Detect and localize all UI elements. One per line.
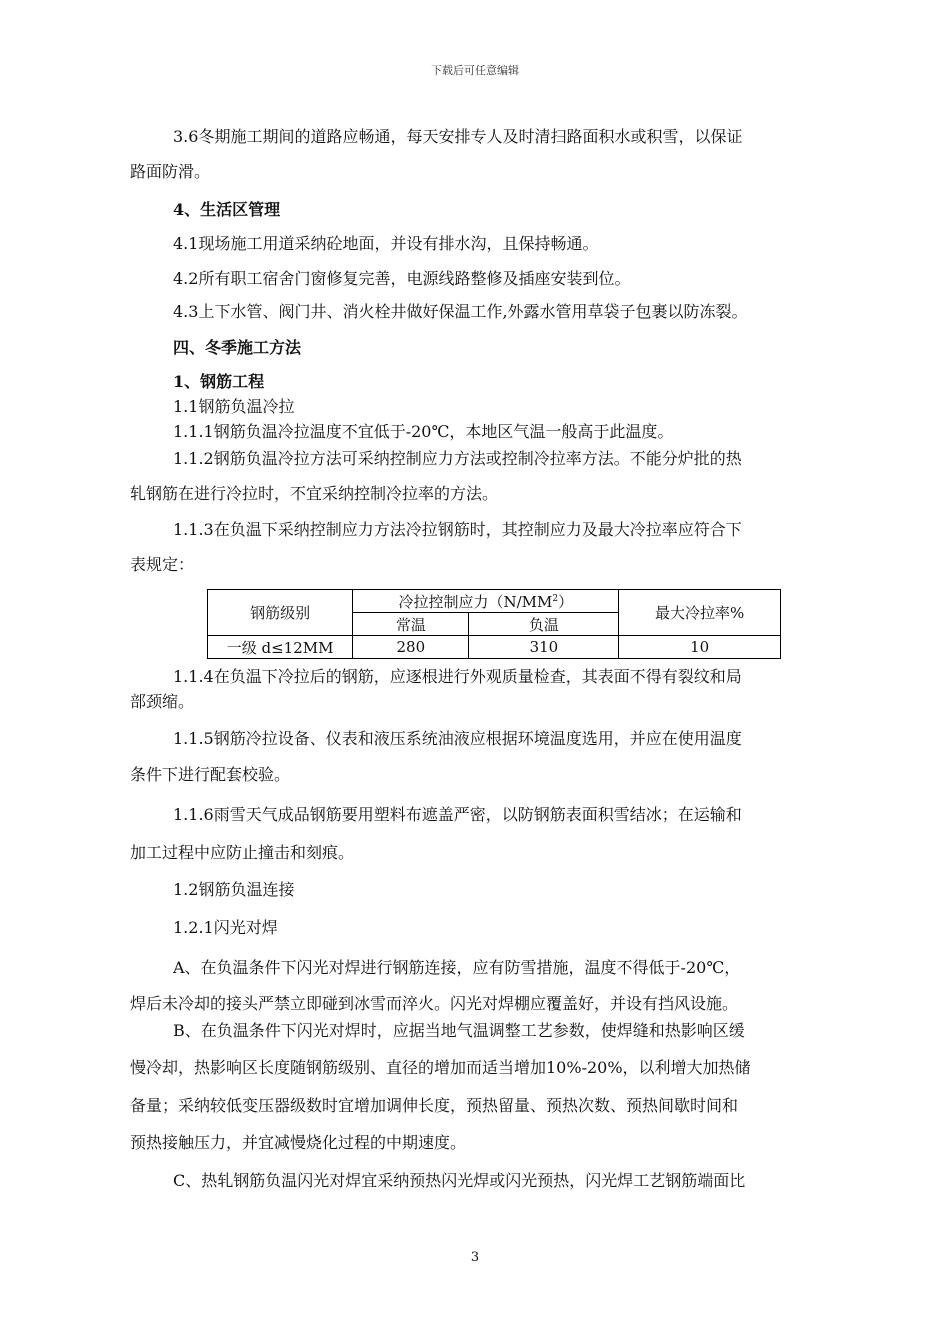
paragraph-4-2: 4.2所有职工宿舍门窗修复完善，电源线路整修及插座安装到位。	[173, 269, 631, 288]
paragraph-b-line4: 预热接触压力，并宜减慢烧化过程的中期速度。	[130, 1133, 467, 1152]
paragraph-4-3: 4.3上下水管、阀门井、消火栓井做好保温工作,外露水管用草袋子包裹以防冻裂。	[173, 302, 748, 321]
paragraph-1-1-1: 1.1.1钢筋负温冷拉温度不宜低于-20℃，本地区气温一般高于此温度。	[173, 422, 674, 441]
cell-max: 10	[619, 636, 781, 659]
cold-drawing-spec-table	[207, 589, 781, 659]
paragraph-1-1: 1.1钢筋负温冷拉	[173, 397, 295, 416]
page-header: 下载后可任意编辑	[431, 64, 519, 77]
header-negative-temp: 负温	[469, 613, 619, 636]
paragraph-c: C、热轧钢筋负温闪光对焊宜采纳预热闪光焊或闪光预热，闪光焊工艺钢筋端面比	[173, 1171, 746, 1190]
cell-grade: 一级 d≤12MM	[208, 636, 353, 659]
paragraph-1-1-2-cont: 轧钢筋在进行冷拉时，不宜采纳控制冷拉率的方法。	[130, 484, 499, 503]
header-control-stress: 冷拉控制应力$(N/MM^2)$	[353, 590, 619, 613]
cell-negative: 310	[469, 636, 619, 659]
page-number: 3	[470, 1250, 480, 1265]
paragraph-1-2: 1.2钢筋负温连接	[173, 880, 295, 899]
paragraph-1-1-3: 1.1.3在负温下采纳控制应力方法冷拉钢筋时，其控制应力及最大冷拉率应符合下	[173, 520, 742, 539]
cell-normal: 280	[353, 636, 469, 659]
paragraph-4-1: 4.1现场施工用道采纳砼地面，并设有排水沟，且保持畅通。	[173, 234, 599, 253]
paragraph-b-line3: 备量；采纳较低变压器级数时宜增加调伸长度，预热留量、预热次数、预热间歇时间和	[130, 1096, 739, 1115]
heading-living-area: 4、生活区管理	[173, 200, 281, 219]
paragraph-1-1-6: 1.1.6雨雪天气成品钢筋要用塑料布遮盖严密，以防钢筋表面积雪结冰；在运输和	[173, 805, 742, 824]
paragraph-b-line2: 慢冷却，热影响区长度随钢筋级别、直径的增加而适当增加10%-20%，以利增大加热储	[130, 1058, 751, 1077]
paragraph-1-1-4-cont: 部颈缩。	[130, 692, 195, 711]
paragraph-1-1-2: 1.1.2钢筋负温冷拉方法可采纳控制应力方法或控制冷拉率方法。不能分炉批的热	[173, 449, 742, 468]
header-grade: 钢筋级别	[208, 590, 353, 636]
paragraph-a: A、在负温条件下闪光对焊进行钢筋连接，应有防雪措施，温度不得低于-20℃，	[173, 958, 741, 977]
paragraph-1-1-5-cont: 条件下进行配套校验。	[130, 765, 291, 784]
heading-winter-methods: 四、冬季施工方法	[173, 338, 302, 357]
paragraph-a-cont: 焊后未冷却的接头严禁立即碰到冰雪而淬火。闪光对焊棚应覆盖好，并设有挡风设施。	[130, 994, 739, 1013]
header-normal-temp: 常温	[353, 613, 469, 636]
paragraph-1-1-6-cont: 加工过程中应防止撞击和刻痕。	[130, 843, 355, 862]
paragraph-3-6-cont: 路面防滑。	[130, 162, 211, 181]
paragraph-1-2-1: 1.2.1闪光对焊	[173, 918, 278, 937]
paragraph-1-1-3-cont: 表规定：	[130, 555, 195, 574]
header-max-ratio: 最大冷拉率%	[619, 590, 781, 636]
paragraph-3-6: 3.6冬期施工期间的道路应畅通，每天安排专人及时清扫路面积水或积雪，以保证	[173, 127, 743, 146]
paragraph-1-1-5: 1.1.5钢筋冷拉设备、仪表和液压系统油液应根据环境温度选用，并应在使用温度	[173, 729, 742, 748]
paragraph-1-1-4: 1.1.4在负温下冷拉后的钢筋，应逐根进行外观质量检查，其表面不得有裂纹和局	[173, 667, 742, 686]
paragraph-b: B、在负温条件下闪光对焊时，应据当地气温调整工艺参数，使焊缝和热影响区缓	[173, 1021, 745, 1040]
heading-rebar: 1、钢筋工程	[173, 372, 265, 391]
